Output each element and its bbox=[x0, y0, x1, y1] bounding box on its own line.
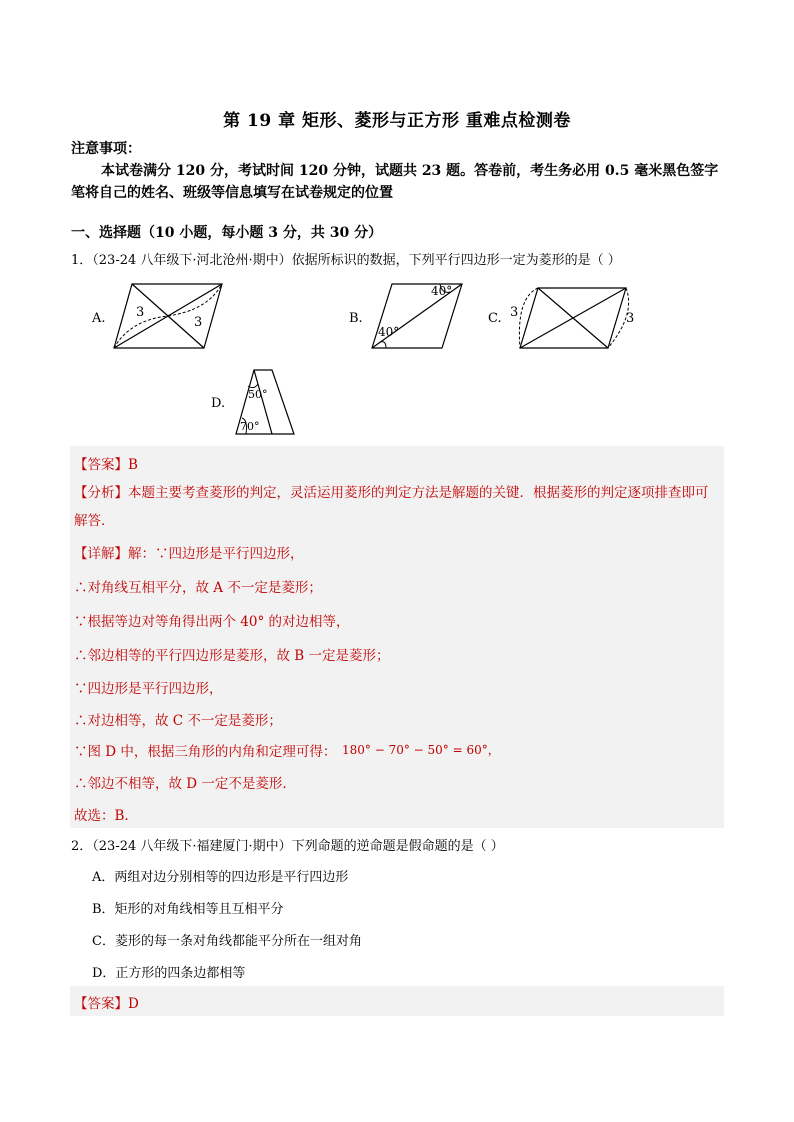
option-b-label: B. bbox=[349, 311, 363, 326]
notice-heading: 注意事项： bbox=[71, 141, 141, 157]
figure-d bbox=[232, 366, 302, 438]
detail-line-9: 故选：B. bbox=[74, 808, 129, 824]
notice-body: 本试卷满分 120 分，考试时间 120 分钟，试题共 23 题。答卷前，考生务必用 0.5 毫米黑色签字笔将自己的姓名、班级等信息填写在试卷规定的位置 bbox=[71, 163, 719, 201]
figure-c-label-left: 3 bbox=[510, 305, 519, 320]
analysis-q1: 【分析】本题主要考查菱形的判定，灵活运用菱形的判定方法是解题的关键．根据菱形的判定逐项排查即可解答． bbox=[74, 485, 709, 529]
figure-b bbox=[368, 280, 468, 352]
figure-a-label-1: 3 bbox=[136, 305, 145, 320]
detail-line-2: ∴对角线互相平分，故 A 不一定是菱形； bbox=[74, 580, 322, 596]
detail-line-6: ∴对边相等，故 C 不一定是菱形； bbox=[74, 713, 282, 729]
figure-d-angle-bottom: 70° bbox=[240, 420, 260, 433]
q2-option-c: C．菱形的每一条对角线都能平分所在一组对角 bbox=[92, 934, 362, 949]
detail-line-1: 【详解】解：∵四边形是平行四边形， bbox=[74, 546, 304, 562]
answer-q1: 【答案】B bbox=[74, 457, 138, 473]
answer-block-q2 bbox=[70, 986, 724, 1016]
section-heading: 一、选择题（10 小题，每小题 3 分，共 30 分） bbox=[71, 225, 383, 241]
figure-b-angle-top: 40° bbox=[431, 284, 453, 298]
figure-a bbox=[110, 280, 230, 352]
detail-line-3: ∵根据等边对等角得出两个 40° 的对边相等， bbox=[74, 614, 350, 630]
detail-line-7: ∵图 D 中，根据三角形的内角和定理可得： bbox=[74, 744, 337, 760]
q2-option-a: A．两组对边分别相等的四边形是平行四边形 bbox=[92, 870, 349, 885]
detail-line-5: ∵四边形是平行四边形， bbox=[74, 681, 223, 697]
question-1-stem: 1．（23-24 八年级下·河北沧州·期中）依据所标识的数据，下列平行四边形一定为菱形的是（ ） bbox=[71, 253, 621, 268]
detail-line-4: ∴邻边相等的平行四边形是菱形，故 B 一定是菱形； bbox=[74, 648, 390, 664]
q2-option-b: B．矩形的对角线相等且互相平分 bbox=[92, 902, 284, 917]
figure-a-label-2: 3 bbox=[194, 315, 203, 330]
detail-formula: 180° − 70° − 50° = 60°， bbox=[342, 743, 500, 757]
option-d-label: D. bbox=[211, 396, 226, 411]
option-c-label: C. bbox=[488, 311, 502, 326]
option-a-label: A. bbox=[92, 311, 106, 326]
figure-d-angle-top: 50° bbox=[248, 388, 268, 401]
q2-option-d: D．正方形的四条边都相等 bbox=[92, 966, 246, 981]
page-title: 第 19 章 矩形、菱形与正方形 重难点检测卷 bbox=[223, 111, 571, 131]
figure-c bbox=[508, 284, 638, 352]
question-2-stem: 2．（23-24 八年级下·福建厦门·期中）下列命题的逆命题是假命题的是（ ） bbox=[71, 839, 504, 854]
detail-line-8: ∴邻边不相等，故 D 一定不是菱形. bbox=[74, 776, 287, 792]
figure-b-angle-bottom: 40° bbox=[378, 325, 400, 339]
figure-c-label-right: 3 bbox=[626, 311, 635, 326]
answer-q2: 【答案】D bbox=[74, 996, 139, 1012]
